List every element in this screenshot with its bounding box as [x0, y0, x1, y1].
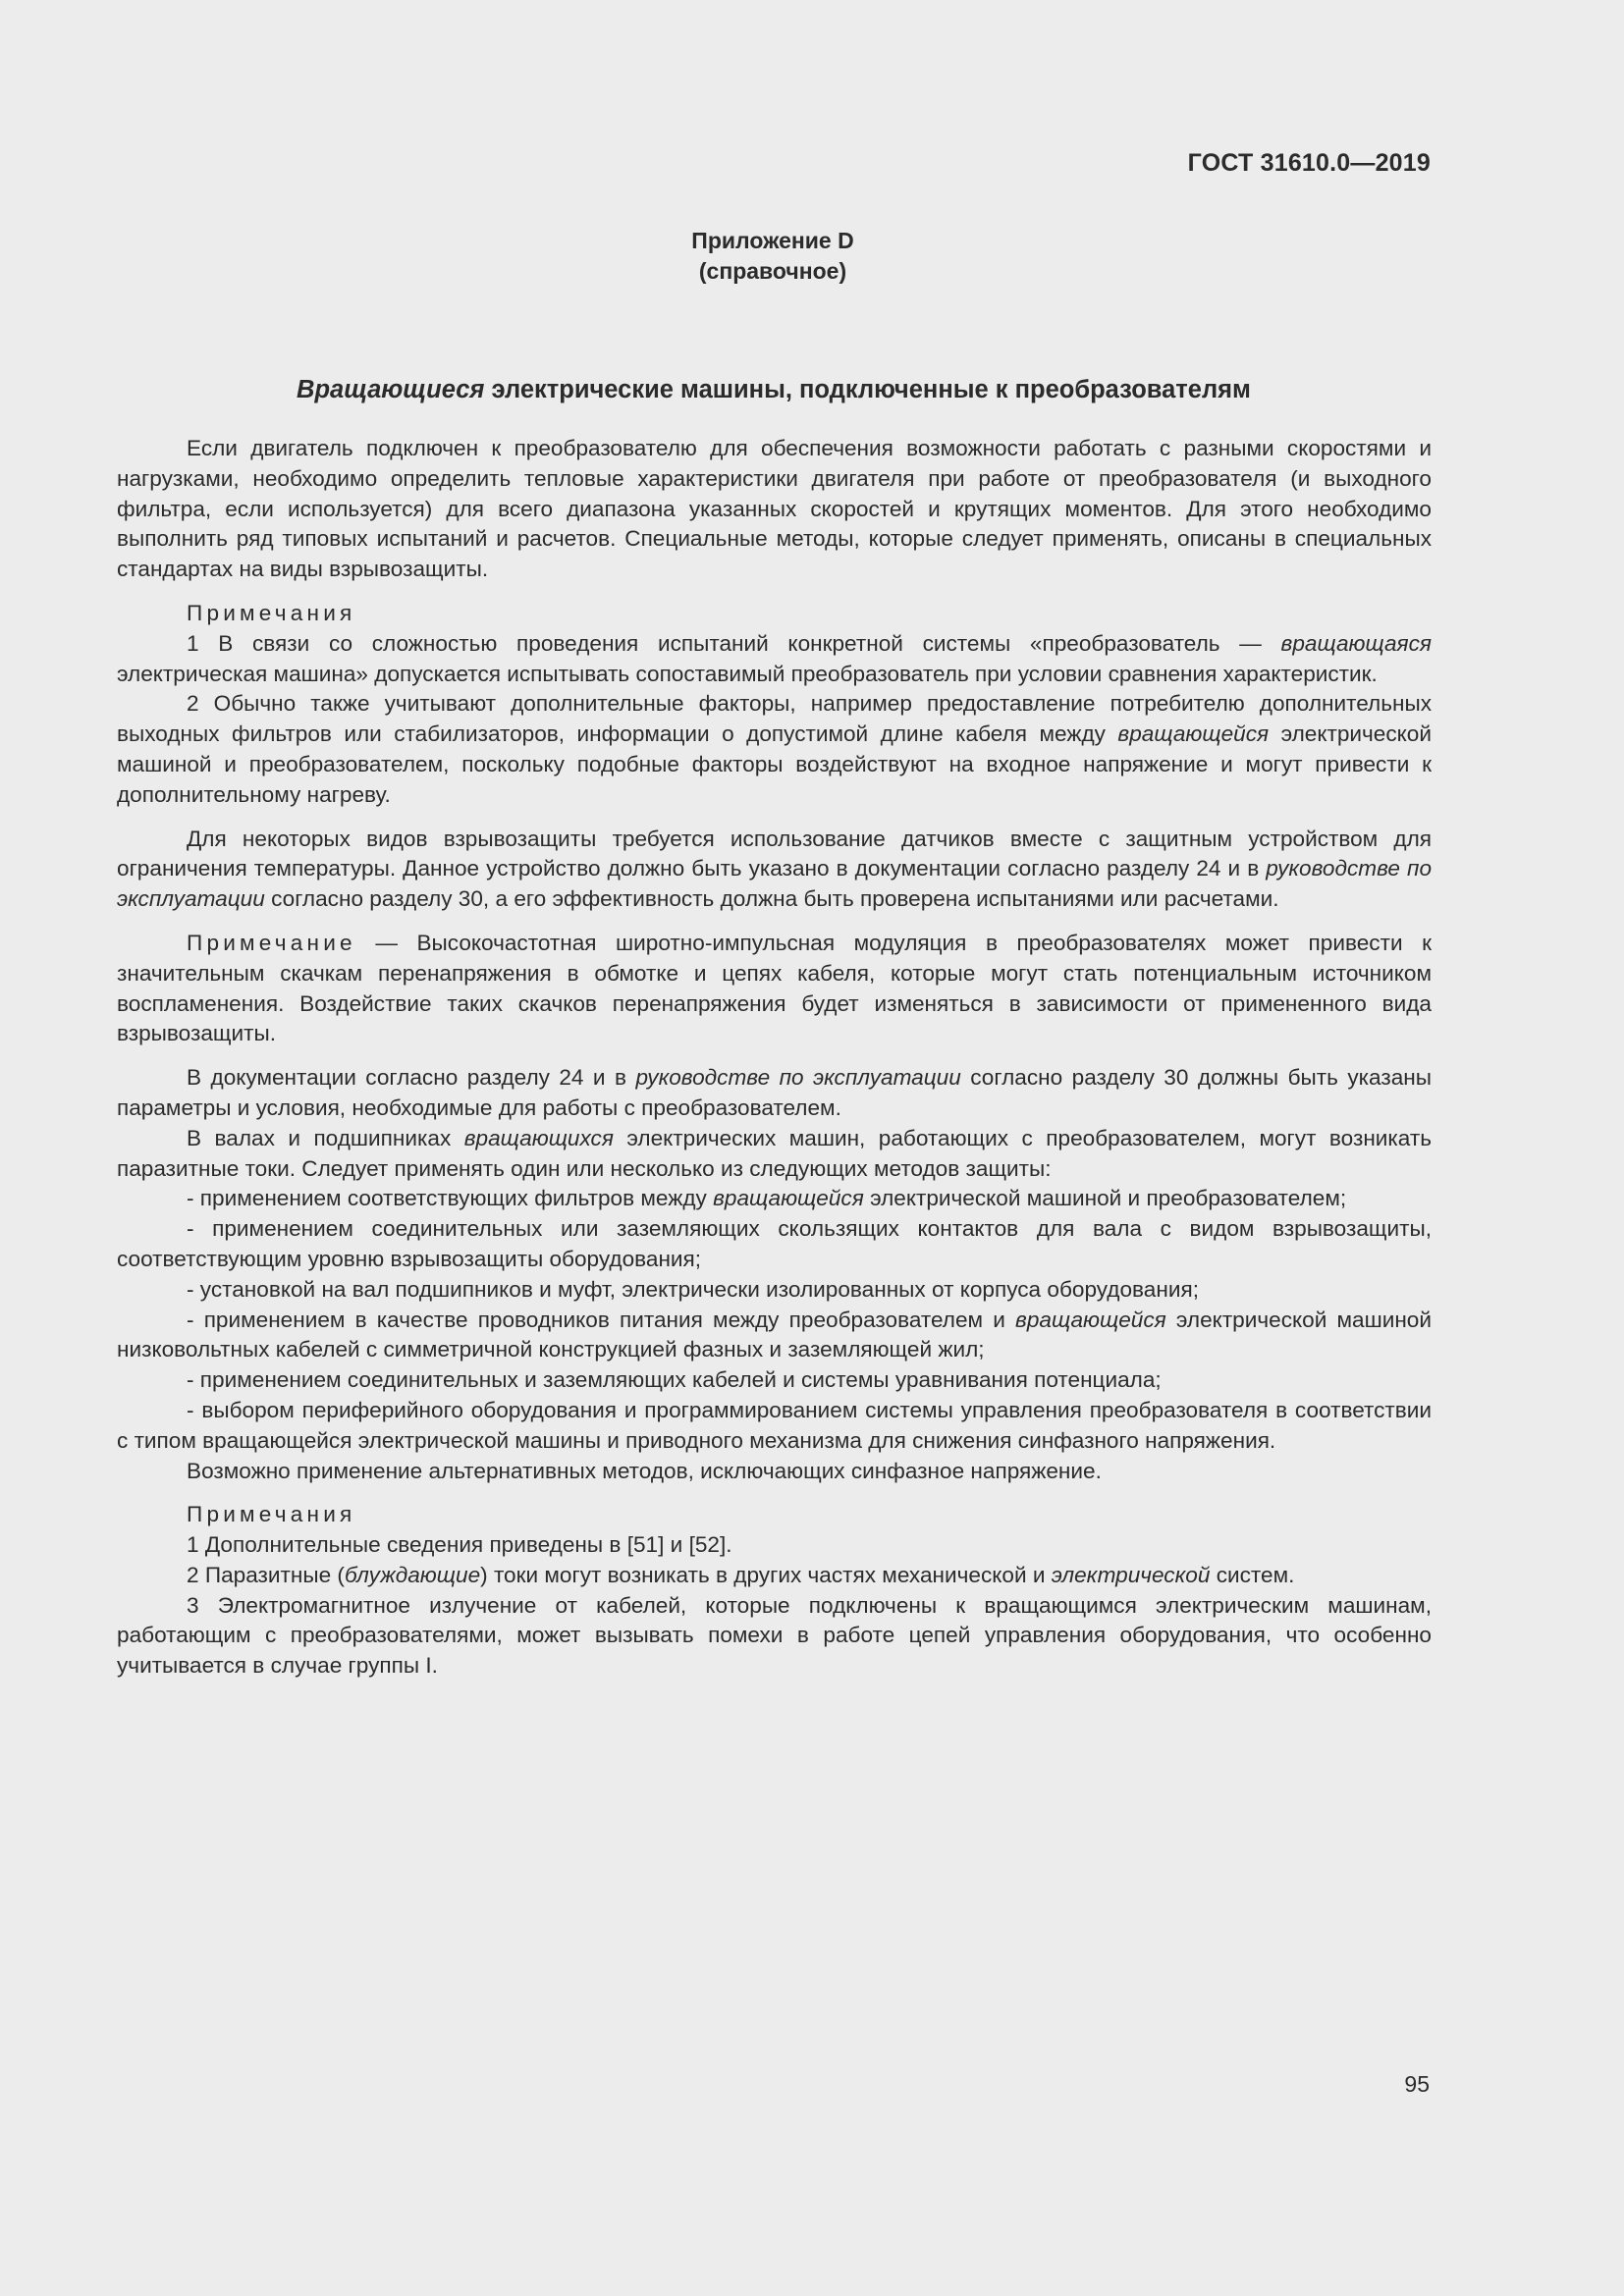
paragraph-text: электрических машин, работающих с преобразователем, могут возникать паразитные токи. Следует применять один или несколько из следующих методов защиты: [117, 1125, 1432, 1181]
note-emphasis: вращающейся [1117, 721, 1270, 747]
note-item [117, 929, 1432, 1049]
notes-heading-text: Примечания [187, 1502, 356, 1527]
note-text: 2 Обычно также учитывают дополнительные факторы, например предоставление потребителю дополнительных выходных фильтров или стабилизаторов, информации о допустимой длине кабеля между [117, 691, 1432, 747]
paragraph-emphasis: руководстве по эксплуатации [117, 856, 1433, 912]
list-item: - применением соединительных и заземляющих кабелей и системы уравнивания потенциала; [187, 1367, 1162, 1393]
list-item-text: - применением в качестве проводников питания между преобразователем и [187, 1307, 1016, 1332]
notes-heading [117, 599, 1432, 629]
note-item [117, 629, 1432, 690]
note-item [117, 689, 1432, 810]
notes-heading-text: Примечания [187, 600, 356, 625]
note-text: систем. [1210, 1562, 1295, 1587]
appendix-heading [0, 226, 1545, 287]
section-title-rest: электрические машины, подключенные к преобразователям [484, 376, 1251, 403]
paragraph: Возможно применение альтернативных методов, исключающих синфазное напряжение. [187, 1458, 1102, 1483]
list-item: - выбором периферийного оборудования и программированием системы управления преобразователя в соответствии с типом вращающейся электрической машины и приводного механизма для снижения синфазного напряжения. [117, 1397, 1432, 1453]
paragraph-text: Для некоторых видов взрывозащиты требуется использование датчиков вместе с защитным устройством для ограничения температуры. Данное устройство должно быть указано в документации согласно разделу 24 и в [117, 826, 1432, 881]
note-item: 3 Электромагнитное излучение от кабелей, которые подключены к вращающимся электрическим машинам, работающим с преобразователями, может вызывать помехи в работе цепей управления оборудования, что особенно учитывается в случае группы I. [117, 1592, 1432, 1679]
note-text: 2 Паразитные ( [187, 1562, 345, 1587]
note-emphasis: вращающаяся [1280, 630, 1432, 656]
paragraph [117, 825, 1432, 915]
list-item-text: - применением соответствующих фильтров между [187, 1186, 714, 1211]
document-code: ГОСТ 31610.0—2019 [1187, 149, 1431, 177]
note-item [117, 1561, 1432, 1591]
note-text: — Высокочастотная широтно-импульсная модуляция в преобразователях может привести к значительным скачкам перенапряжения в обмотке и цепях кабеля, которые могут стать потенциальным источником воспламенения. Воздействие таких скачков перенапряжения будет изменяться в зависимости от примененного вида взрывозащиты. [117, 930, 1432, 1046]
note-item: 1 Дополнительные сведения приведены в [51] и [52]. [187, 1532, 732, 1558]
list-item-emphasis: вращающейся [713, 1186, 864, 1211]
list-item-emphasis: вращающейся [1015, 1307, 1166, 1332]
note-text: электрическая машина» допускается испытывать сопоставимый преобразователь при условии сравнения характеристик. [117, 661, 1378, 686]
paragraph-emphasis: руководстве по эксплуатации [635, 1065, 961, 1091]
list-item-text: электрической машиной и преобразователем; [863, 1186, 1347, 1211]
note-heading-text: Примечание [187, 930, 356, 955]
list-item [117, 1184, 1432, 1214]
list-item-text: электрической машиной низковольтных кабелей с симметричной конструкцией фазных и заземляющей жил; [117, 1307, 1432, 1362]
note-emphasis: электрической [1051, 1562, 1211, 1587]
paragraph [117, 1124, 1432, 1185]
section-title [116, 376, 1432, 404]
note-emphasis: блуждающие [344, 1562, 481, 1587]
paragraph: Если двигатель подключен к преобразователю для обеспечения возможности работать с разными скоростями и нагрузками, необходимо определить тепловые характеристики двигателя при работе от преобразователя (и выходного фильтра, если используется) для всего диапазона указанных скоростей и крутящих моментов. Для этого необходимо выполнить ряд типовых испытаний и расчетов. Специальные методы, которые следует применять, описаны в специальных стандартах на виды взрывозащиты. [117, 436, 1432, 582]
document-body [117, 434, 1432, 1682]
appendix-title: Приложение D [691, 228, 854, 253]
list-item: - установкой на вал подшипников и муфт, электрически изолированных от корпуса оборудования; [187, 1276, 1199, 1302]
list-item: - применением соединительных или заземляющих скользящих контактов для вала с видом взрывозащиты, соответствующим уровню взрывозащиты оборудования; [117, 1216, 1432, 1271]
paragraph-emphasis: вращающихся [463, 1125, 614, 1150]
note-text: 1 В связи со сложностью проведения испытаний конкретной системы «преобразователь — [187, 630, 1281, 656]
note-text: электрической машиной и преобразователем, поскольку подобные факторы воздействуют на входное напряжение и могут привести к дополнительному нагреву. [117, 721, 1432, 807]
paragraph-text: В валах и подшипниках [187, 1125, 464, 1150]
note-text: ) токи могут возникать в других частях механической и [480, 1562, 1052, 1587]
paragraph [117, 1063, 1432, 1124]
paragraph-text: согласно разделу 30, а его эффективность должна быть проверена испытаниями или расчетами. [264, 886, 1279, 912]
section-title-italic: Вращающиеся [297, 376, 485, 403]
page-number: 95 [1404, 2071, 1430, 2097]
appendix-subtitle: (справочное) [698, 258, 847, 284]
paragraph-text: согласно разделу 30 должны быть указаны параметры и условия, необходимые для работы с преобразователем. [117, 1065, 1432, 1120]
notes-heading [117, 1500, 1432, 1530]
paragraph-text: В документации согласно разделу 24 и в [187, 1065, 636, 1091]
list-item [117, 1306, 1432, 1366]
